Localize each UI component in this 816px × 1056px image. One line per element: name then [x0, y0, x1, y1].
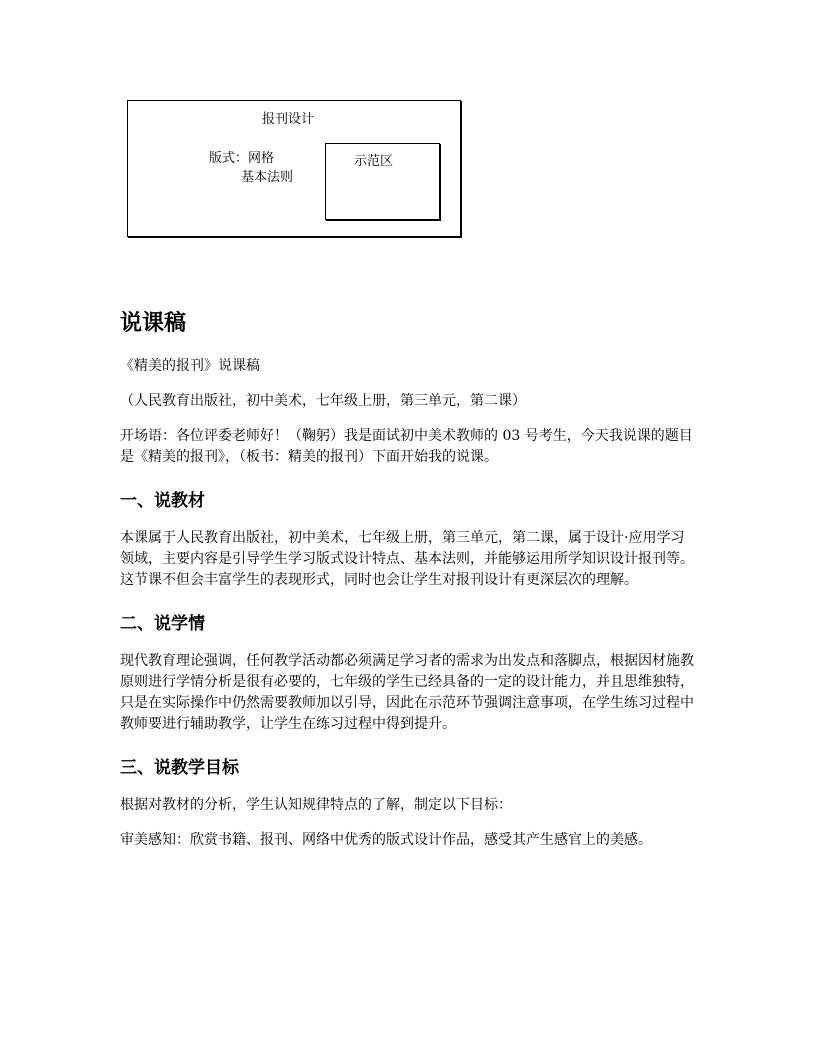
diagram-title: 报刊设计: [262, 112, 315, 127]
document-title: 说课稿: [120, 311, 187, 336]
diagram-line-rules: 基本法则: [241, 170, 294, 185]
section-heading-textbook: 一、说教材: [120, 491, 205, 511]
document-body: [120, 308, 696, 865]
blackboard-diagram: [127, 100, 461, 237]
section-heading-objectives: 三、说教学目标: [120, 758, 239, 778]
demo-area-box: [325, 143, 440, 220]
lesson-title-paragraph: 《精美的报刊》说课稿: [120, 358, 260, 374]
diagram-line-layout: 版式：网格: [209, 151, 275, 166]
objectives-intro-paragraph: 根据对教材的分析，学生认知规律特点的了解，制定以下目标：: [120, 797, 512, 813]
demo-area-label: 示范区: [354, 154, 394, 169]
opening-paragraph: 开场语：各位评委老师好！（鞠躬）我是面试初中美术教师的 03 号考生，今天我说课的题目是《精美的报刊》，（板书：精美的报刊）下面开始我的说课。: [120, 428, 693, 465]
section-heading-students: 二、说学情: [120, 614, 205, 634]
textbook-paragraph: 本课属于人民教育出版社，初中美术，七年级上册，第三单元，第二课，属于设计·应用学习领域，主要内容是引导学生学习版式设计特点、基本法则，并能够运用所学知识设计报刊等。这节课不但会丰富学生的表现形式，同时也会让学生对报刊设计有更深层次的理解。: [120, 530, 694, 588]
aesthetic-objective-paragraph: 审美感知：欣赏书籍、报刊、网络中优秀的版式设计作品，感受其产生感官上的美感。: [120, 832, 652, 848]
students-paragraph: 现代教育理论强调，任何教学活动都必须满足学习者的需求为出发点和落脚点，根据因材施教原则进行学情分析是很有必要的，七年级的学生已经具备的一定的设计能力，并且思维独特，只是在实际操作中仍然需要教师加以引导，因此在示范环节强调注意事项，在学生练习过程中教师要进行辅助教学，让学生在练习过程中得到提升。: [120, 653, 694, 732]
textbook-info-paragraph: （人民教育出版社，初中美术，七年级上册，第三单元，第二课）: [120, 393, 526, 409]
